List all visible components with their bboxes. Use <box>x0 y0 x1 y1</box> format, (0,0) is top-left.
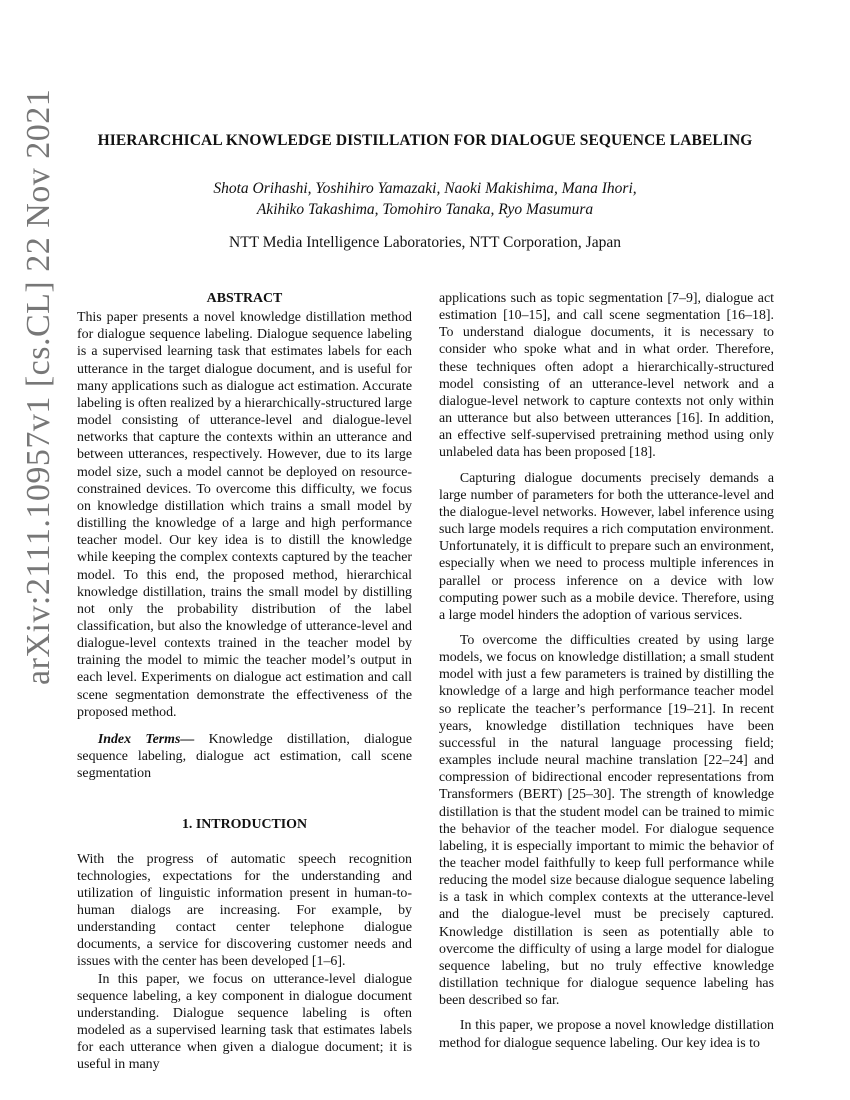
right-paragraph-4: In this paper, we propose a novel knowledge distillation method for dialogue sequence labeling. Our key idea is to <box>439 1018 774 1051</box>
intro-paragraph-1: With the progress of automatic speech recognition technologies, expectations for the understanding and utilization of linguistic information present in human-to-human dialogs are increasing. For example, by understanding contact center telephone dialogue documents, a service for discovering customer needs and issues with the center has been developed [1–6]. <box>77 851 412 970</box>
right-paragraph-2: Capturing dialogue documents precisely demands a large number of parameters for both the utterance-level and the dialogue-level networks. However, label inference using such large models requires a rich computation environment. Unfortunately, it is difficult to prepare such an environment, especially when we need to process multiple inferences in parallel or process inference on a device with low computing power such as a mobile device. Therefore, using a large model hinders the adoption of various services. <box>439 470 774 623</box>
abstract-text: This paper presents a novel knowledge distillation method for dialogue sequence labeling. Dialogue sequence labeling is a supervised learning task that estimates labels for each utterance in the target dialogue document, and is useful for many applications such as dialogue act estimation. Accurate labeling is often realized by a hierarchically-structured large model consisting of utterance-level and dialogue-level networks that capture the contexts within an utterance and between utterances, respectively. However, due to its large model size, such a model cannot be deployed on resource-constrained devices. To overcome this difficulty, we focus on knowledge distillation which trains a small model by distilling the knowledge of a large and high performance teacher model. Our key idea is to distill the knowledge while keeping the complex contexts captured by the teacher model. To this end, the proposed method, hierarchical knowledge distillation, trains the small model by distilling not only the probability distribution of the label classification, but also the knowledge of utterance-level and dialogue-level contexts trained in the teacher model by training the model to mimic the teacher model’s output in each level. Experiments on dialogue act estimation and call scene segmentation demonstrate the effectiveness of the proposed method. <box>77 310 412 720</box>
abstract-heading: ABSTRACT <box>206 291 283 306</box>
authors-line-1: Shota Orihashi, Yoshihiro Yamazaki, Naoki Makishima, Mana Ihori, <box>213 180 637 197</box>
right-paragraph-1: applications such as topic segmentation [7–9], dialogue act estimation [10–15], and call scene segmentation [16–18]. To understand dialogue documents, it is necessary to consider who spoke what and in what order. Therefore, these techniques often adopt a hierarchically-structured model consisting of an utterance-level network and a dialogue-level network to capture contexts not only within an utterance but also between utterances [16]. In addition, an effective self-supervised pretraining method using only unlabeled data has been proposed [18]. <box>439 291 774 461</box>
authors <box>0 178 850 220</box>
index-terms <box>77 731 412 782</box>
affiliation: NTT Media Intelligence Laboratories, NTT Corporation, Japan <box>229 234 621 251</box>
right-paragraph-3: To overcome the difficulties created by using large models, we focus on knowledge distillation; a small student model with just a few parameters is trained by distilling the knowledge of a large and high performance teacher model so replicate the teacher’s performance [19–21]. In recent years, knowledge distillation techniques have been successful in the natural language processing field; examples include neural machine translation [22–24] and compression of bidirectional encoder representations from Transformers (BERT) [25–30]. The strength of knowledge distillation is that the student model can be trained to mimic the behavior of the teacher model. For dialogue sequence labeling, it is especially important to mimic the behavior of the teacher model faithfully to keep full performance while reducing the model size because dialogue sequence labeling is a task in which complex contexts at the utterance-level and the dialogue-level must be precisely captured. Knowledge distillation is seen as potentially able to overcome the difficulty of using a large model for dialogue sequence labeling, but no truly effective knowledge distillation technique for dialogue sequence labeling has been described so far. <box>439 632 774 1009</box>
authors-line-2: Akihiko Takashima, Tomohiro Tanaka, Ryo Masumura <box>256 201 594 218</box>
index-terms-label: Index Terms— <box>97 731 195 747</box>
intro-paragraph-2: In this paper, we focus on utterance-level dialogue sequence labeling, a key component in dialogue document understanding. Dialogue sequence labeling is often modeled as a supervised learning task that estimates labels for each utterance when given a dialogue document; it is useful in many <box>77 971 412 1073</box>
arxiv-identifier-text: arXiv:2111.10957v1 [cs.CL] 22 Nov 2021 <box>20 88 57 685</box>
index-terms-text: Knowledge distillation, dialogue sequence labeling, dialogue act estimation, call scene segmentation <box>77 731 412 782</box>
left-column <box>77 290 412 1074</box>
introduction-heading: 1. INTRODUCTION <box>181 817 308 833</box>
right-column <box>439 290 774 1052</box>
paper-title: HIERARCHICAL KNOWLEDGE DISTILLATION FOR DIALOGUE SEQUENCE LABELING <box>97 132 753 149</box>
